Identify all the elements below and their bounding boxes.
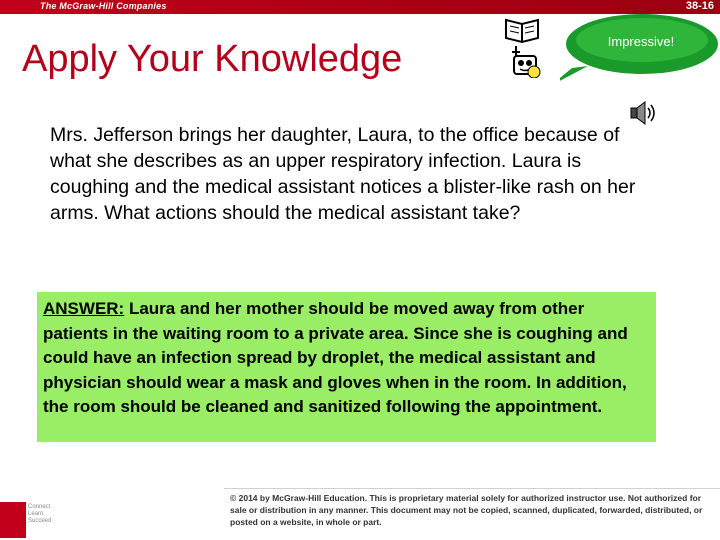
answer-box [37, 292, 656, 442]
logo-mark [0, 502, 26, 538]
answer-label: ANSWER: [43, 299, 125, 318]
logo-tagline: Connect Learn Succeed [28, 504, 52, 524]
bubble-text: Impressive! [607, 34, 675, 49]
copyright-notice: © 2014 by McGraw-Hill Education. This is proprietary material solely for authorized instructor use. Not authorized for sale or distribution in any manner. This document may not be copied, scanned, duplicated, forwarded, distributed, or posted on a website, in whole or part. [230, 493, 703, 527]
mcgraw-hill-logo-icon [0, 500, 56, 540]
answer-text: Laura and her mother should be moved away from other patients in the waiting room to a private area. Since she is coughing and could have an infection spread by droplet, the medical assistant and physician should wear a mask and gloves when in the room. In addition, the room should be cleaned and sanitized following the appointment. [43, 299, 628, 416]
thinking-figure-icon [500, 16, 546, 78]
brand-name: The McGraw-Hill Companies [40, 1, 167, 11]
footer-divider [224, 488, 720, 489]
question-text: Mrs. Jefferson brings her daughter, Laura, to the office because of what she describes as an upper respiratory infection. Laura is coughing and the medical assistant notices a blister-like rash on her arms. What actions should the medical assistant take? [50, 124, 636, 224]
page-title: Apply Your Knowledge [22, 38, 403, 80]
slide-number: 38-16 [685, 0, 714, 12]
